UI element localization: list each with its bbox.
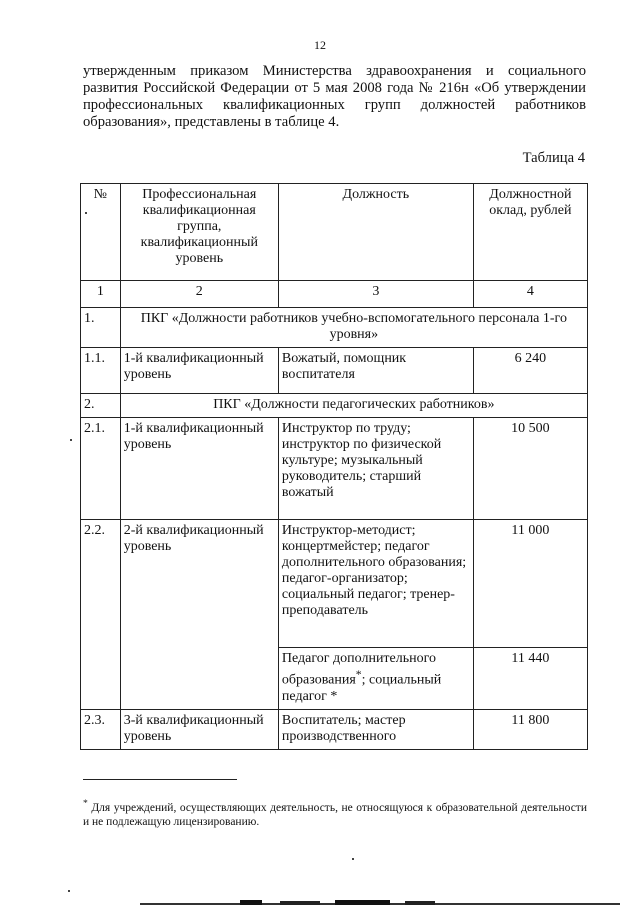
- row-position: Инструктор по труду; инструктор по физической культуре; музыкальный руководитель; старший вожатый: [278, 418, 473, 520]
- row-position: [278, 648, 473, 710]
- page-number: 12: [314, 38, 326, 52]
- col-index-2: 2: [120, 281, 278, 308]
- position-text: Педагог дополнительного образования: [281, 651, 437, 688]
- header-salary: Должностной оклад, рублей: [473, 184, 587, 281]
- row-level: 2-й квалификационный уровень: [120, 520, 278, 710]
- row-num: 2.1.: [81, 418, 121, 520]
- table-header-row: [81, 184, 588, 281]
- row-salary: 6 240: [473, 348, 587, 394]
- footnote: [83, 797, 587, 829]
- row-position: Воспитатель; мастер производственного: [278, 710, 473, 750]
- column-index-row: [81, 281, 588, 308]
- row-salary: 11 800: [473, 710, 587, 750]
- col-index-4: 4: [473, 281, 587, 308]
- header-num: №: [81, 184, 121, 281]
- row-num: 2.3.: [81, 710, 121, 750]
- scan-speck: [352, 858, 354, 860]
- row-num: 2.: [81, 394, 121, 418]
- table-row: [81, 418, 588, 520]
- scan-speck: [85, 212, 87, 214]
- table-section-row: [81, 308, 588, 348]
- scan-edge-artifact: [140, 898, 620, 905]
- footnote-mark: *: [83, 798, 88, 809]
- header-group: Профессиональная квалификационная группа, квалификационный уровень: [120, 184, 278, 281]
- row-salary: 11 440: [473, 648, 587, 710]
- footnote-reference: *: [355, 668, 362, 681]
- row-position: Вожатый, помощник воспитателя: [278, 348, 473, 394]
- section-title: ПКГ «Должности работников учебно-вспомогательного персонала 1-го уровня»: [120, 308, 587, 348]
- col-index-1: 1: [81, 281, 121, 308]
- table-row: [81, 520, 588, 648]
- row-level: 3-й квалификационный уровень: [120, 710, 278, 750]
- footnote-text: Для учреждений, осуществляющих деятельность, не относящуюся к образовательной деятельности и не подлежащую лицензированию.: [83, 801, 587, 828]
- row-level: 1-й квалификационный уровень: [120, 418, 278, 520]
- row-num: 2.2.: [81, 520, 121, 710]
- header-position: Должность: [278, 184, 473, 281]
- table-row: [81, 348, 588, 394]
- table-section-row: [81, 394, 588, 418]
- section-title: ПКГ «Должности педагогических работников»: [120, 394, 587, 418]
- scan-speck: [70, 439, 72, 441]
- col-index-3: 3: [278, 281, 473, 308]
- row-salary: 10 500: [473, 418, 587, 520]
- row-level: 1-й квалификационный уровень: [120, 348, 278, 394]
- salary-table: [80, 183, 588, 750]
- row-position: Инструктор-методист; концертмейстер; педагог дополнительного образования; педагог-организатор; социальный педагог; тренер-преподаватель: [278, 520, 473, 648]
- scan-speck: [68, 890, 70, 892]
- row-salary: 11 000: [473, 520, 587, 648]
- table-caption: Таблица 4: [522, 150, 585, 166]
- row-num: 1.: [81, 308, 121, 348]
- table-row: [81, 710, 588, 750]
- footnote-separator: [83, 779, 237, 780]
- position-text-rest: ; социальный педагог *: [281, 672, 442, 704]
- intro-paragraph: утвержденным приказом Министерства здравоохранения и социального развития Российской Федерации от 5 мая 2008 года № 216н «Об утверждении профессиональных квалификационных групп должностей работников образования», представлены в таблице 4.: [83, 63, 586, 130]
- row-num: 1.1.: [81, 348, 121, 394]
